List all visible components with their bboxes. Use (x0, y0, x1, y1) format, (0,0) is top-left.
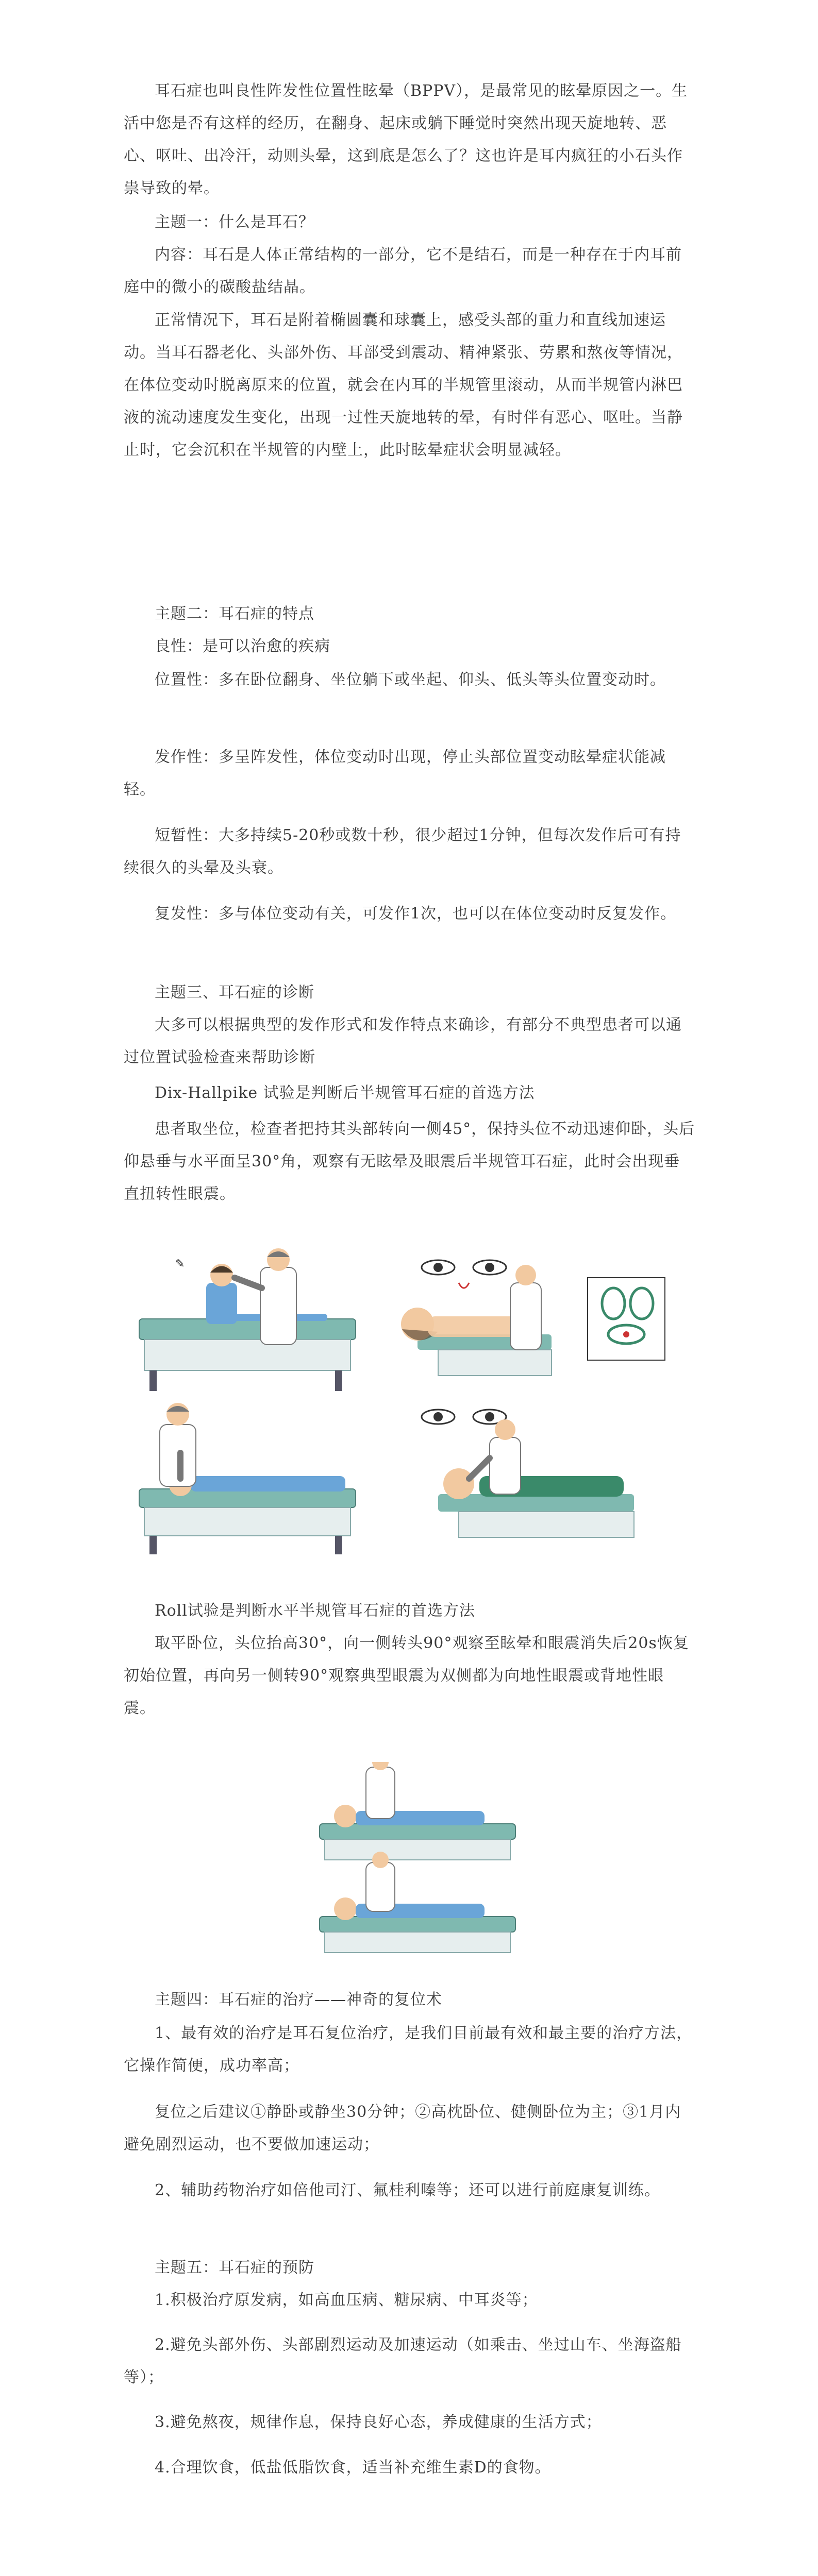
section-1-explanation: 正常情况下，耳石是附着椭圆囊和球囊上，感受头部的重力和直线加速运动。当耳石器老化、头部外伤、耳部受到震动、精神紧张、劳累和熬夜等情况，在体位变动时脱离原来的位置，就会在内耳的半规管里滚动，从而半规管内淋巴液的流动速度发生变化，出现一过性天旋地转的晕，有时伴有恶心、呕吐。当静止时，它会沉积在半规管的内壁上，此时眩晕症状会明显减轻。 (124, 311, 683, 459)
inner-ear-diagram (588, 1278, 665, 1360)
head-hanging-drawing (401, 1265, 552, 1376)
feature-recurrent: 复发性：多与体位变动有关，可发作1次，也可以在体位变动时反复发作。 (155, 905, 677, 923)
prevention-3: 3.避免熬夜，规律作息，保持良好心态，养成健康的生活方式； (155, 2413, 602, 2431)
diagnosis-intro: 大多可以根据典型的发作形式和发作特点来确诊，有部分不典型患者可以通过位置试验检查来帮助诊断 (124, 1016, 682, 1066)
treatment-drugs: 2、辅助药物治疗如倍他司汀、氟桂利嗪等；还可以进行前庭康复训练。 (155, 2181, 661, 2199)
intro-paragraph: 耳石症也叫良性阵发性位置性眩晕（BPPV），是最常见的眩晕原因之一。生活中您是否有这样的经历，在翻身、起床或躺下睡觉时突然出现天旋地转、恶心、呕吐、出冷汗，动则头晕，这到底是怎么了？这也许是耳内疯狂的小石头作祟导致的晕。 (124, 82, 688, 197)
nystagmus-eyes-drawing (422, 1260, 506, 1288)
section-3-title: 主题三、耳石症的诊断 (155, 984, 314, 1002)
feature-positional: 位置性：多在卧位翻身、坐位躺下或坐起、仰头、低头等头位置变动时。 (155, 671, 666, 689)
nystagmus-eyes-drawing-2 (422, 1410, 506, 1424)
dix-hallpike-illustration (129, 1247, 701, 1556)
section-5-title: 主题五：耳石症的预防 (155, 2259, 314, 2277)
treatment-after-reposition: 复位之后建议①静卧或静坐30分钟；②高枕卧位、健侧卧位为主；③1月内避免剧烈运动，也不要做加速运动； (124, 2103, 681, 2154)
dix-hallpike-description: 患者取坐位，检查者把持其头部转向一侧45°，保持头位不动迅速仰卧，头后仰悬垂与水平面呈30°角，观察有无眩晕及眼震后半规管耳石症，此时会出现垂直扭转性眼震。 (124, 1120, 695, 1203)
svg-text:✎: ✎ (175, 1258, 185, 1270)
section-1-title: 主题一：什么是耳石？ (155, 213, 314, 231)
roll-test-illustration (299, 1762, 536, 1958)
prevention-2: 2.避免头部外伤、头部剧烈运动及加速运动（如乘击、坐过山车、坐海盗船等）； (124, 2336, 682, 2386)
section-1-content: 内容：耳石是人体正常结构的一部分，它不是结石，而是一种存在于内耳前庭中的微小的碳酸盐结晶。 (124, 246, 682, 296)
section-2-title: 主题二：耳石症的特点 (155, 605, 314, 623)
seated-exam-drawing (139, 1248, 356, 1391)
treatment-reposition: 1、最有效的治疗是耳石复位治疗，是我们目前最有效和最主要的治疗方法，它操作简便，成功率高； (124, 2024, 693, 2075)
roll-test-drawing-bottom (320, 1852, 515, 1953)
feature-paroxysmal: 发作性：多呈阵发性，体位变动时出现，停止头部位置变动眩晕症状能减轻。 (124, 748, 666, 799)
feature-benign: 良性：是可以治愈的疾病 (155, 637, 330, 655)
roll-test-figure (299, 1762, 536, 1958)
dix-hallpike-heading: Dix-Hallpike 试验是判断后半规管耳石症的首选方法 (155, 1084, 535, 1102)
prevention-4: 4.合理饮食，低盐低脂饮食，适当补充维生素D的食物。 (155, 2459, 551, 2477)
supine-exam-drawing (139, 1403, 356, 1554)
feature-transient: 短暂性：大多持续5-20秒或数十秒，很少超过1分钟，但每次发作后可有持续很久的头晕及头衰。 (124, 826, 681, 877)
roll-test-drawing-top (320, 1762, 515, 1860)
section-4-title: 主题四：耳石症的治疗——神奇的复位术 (155, 1991, 442, 2009)
head-turn-drawing (438, 1419, 634, 1537)
roll-test-heading: Roll试验是判断水平半规管耳石症的首选方法 (155, 1602, 475, 1620)
roll-test-description: 取平卧位，头位抬高30°，向一侧转头90°观察至眩晕和眼震消失后20s恢复初始位置，再向另一侧转90°观察典型眼震为双侧都为向地性眼震或背地性眼震。 (124, 1634, 689, 1717)
dix-hallpike-figure (129, 1247, 701, 1556)
prevention-1: 1.积极治疗原发病，如高血压病、糖尿病、中耳炎等； (155, 2291, 538, 2309)
